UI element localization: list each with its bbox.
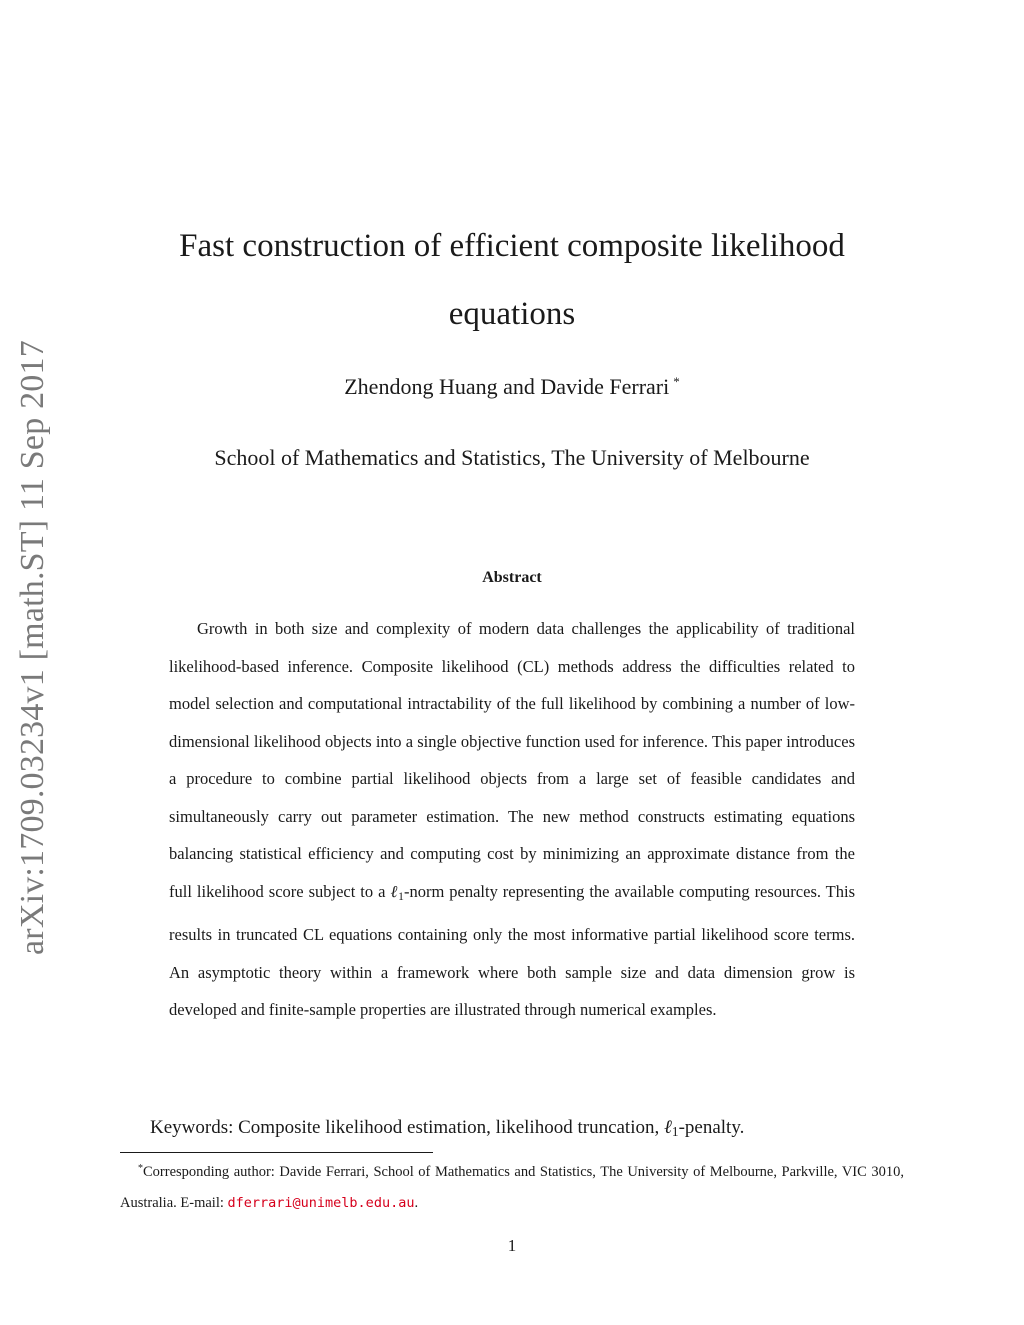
keywords-suffix: -penalty.	[678, 1117, 745, 1138]
keywords-prefix: Keywords: Composite likelihood estimation, likelihood truncation,	[150, 1117, 664, 1138]
arxiv-identifier-stamp: arXiv:1709.03234v1 [math.ST] 11 Sep 2017	[14, 340, 51, 955]
title-line-2: equations	[448, 296, 576, 332]
affiliation: School of Mathematics and Statistics, The University of Melbourne	[214, 445, 810, 470]
paper-title	[120, 212, 904, 348]
abstract-body	[169, 610, 855, 1029]
abstract-text-part-2: -norm penalty representing the available computing resources. This results in truncated CL equations containing only the most informative partial likelihood score terms. An asymptotic theory within a framework where both sample size and data dimension grow is developed and finite-sample properties are illustrated through numerical examples.	[169, 881, 856, 1019]
keywords-ell-subscript: 1	[671, 1124, 679, 1139]
email-link[interactable]: dferrari@unimelb.edu.au	[227, 1195, 415, 1211]
abstract-text-part-1: Growth in both size and complexity of modern data challenges the applicability of traditional likelihood-based inference. Composite likelihood (CL) methods address the difficulties related to model selection and computational intractability of the full likelihood by combining a number of low-dimensional likelihood objects into a single objective function used for inference. This paper introduces a procedure to combine partial likelihood objects from a large set of feasible candidates and simultaneously carry out parameter estimation. The new method constructs estimating equations balancing statistical efficiency and computing cost by minimizing an approximate distance from the full likelihood score subject to a	[169, 619, 855, 901]
author-names: Zhendong Huang and Davide Ferrari	[344, 374, 670, 399]
page-number: 1	[507, 1236, 517, 1255]
footnote-end: .	[414, 1195, 419, 1211]
footnote-text: Corresponding author: Davide Ferrari, School of Mathematics and Statistics, The University of Melbourne, Parkville, VIC 3010, Australia. E-mail:	[120, 1164, 904, 1211]
ell-symbol: ℓ	[390, 881, 399, 901]
footnote-marker: *	[138, 1163, 143, 1174]
author-footnote-marker[interactable]: *	[673, 374, 680, 389]
abstract-heading: Abstract	[482, 569, 542, 586]
keywords-ell-symbol: ℓ	[664, 1117, 672, 1138]
corresponding-author-footnote	[120, 1153, 904, 1219]
ell-subscript: 1	[398, 890, 404, 903]
keywords-line	[150, 1117, 890, 1140]
title-line-1: Fast construction of efficient composite likelihood	[179, 228, 845, 264]
author-list	[120, 374, 904, 400]
